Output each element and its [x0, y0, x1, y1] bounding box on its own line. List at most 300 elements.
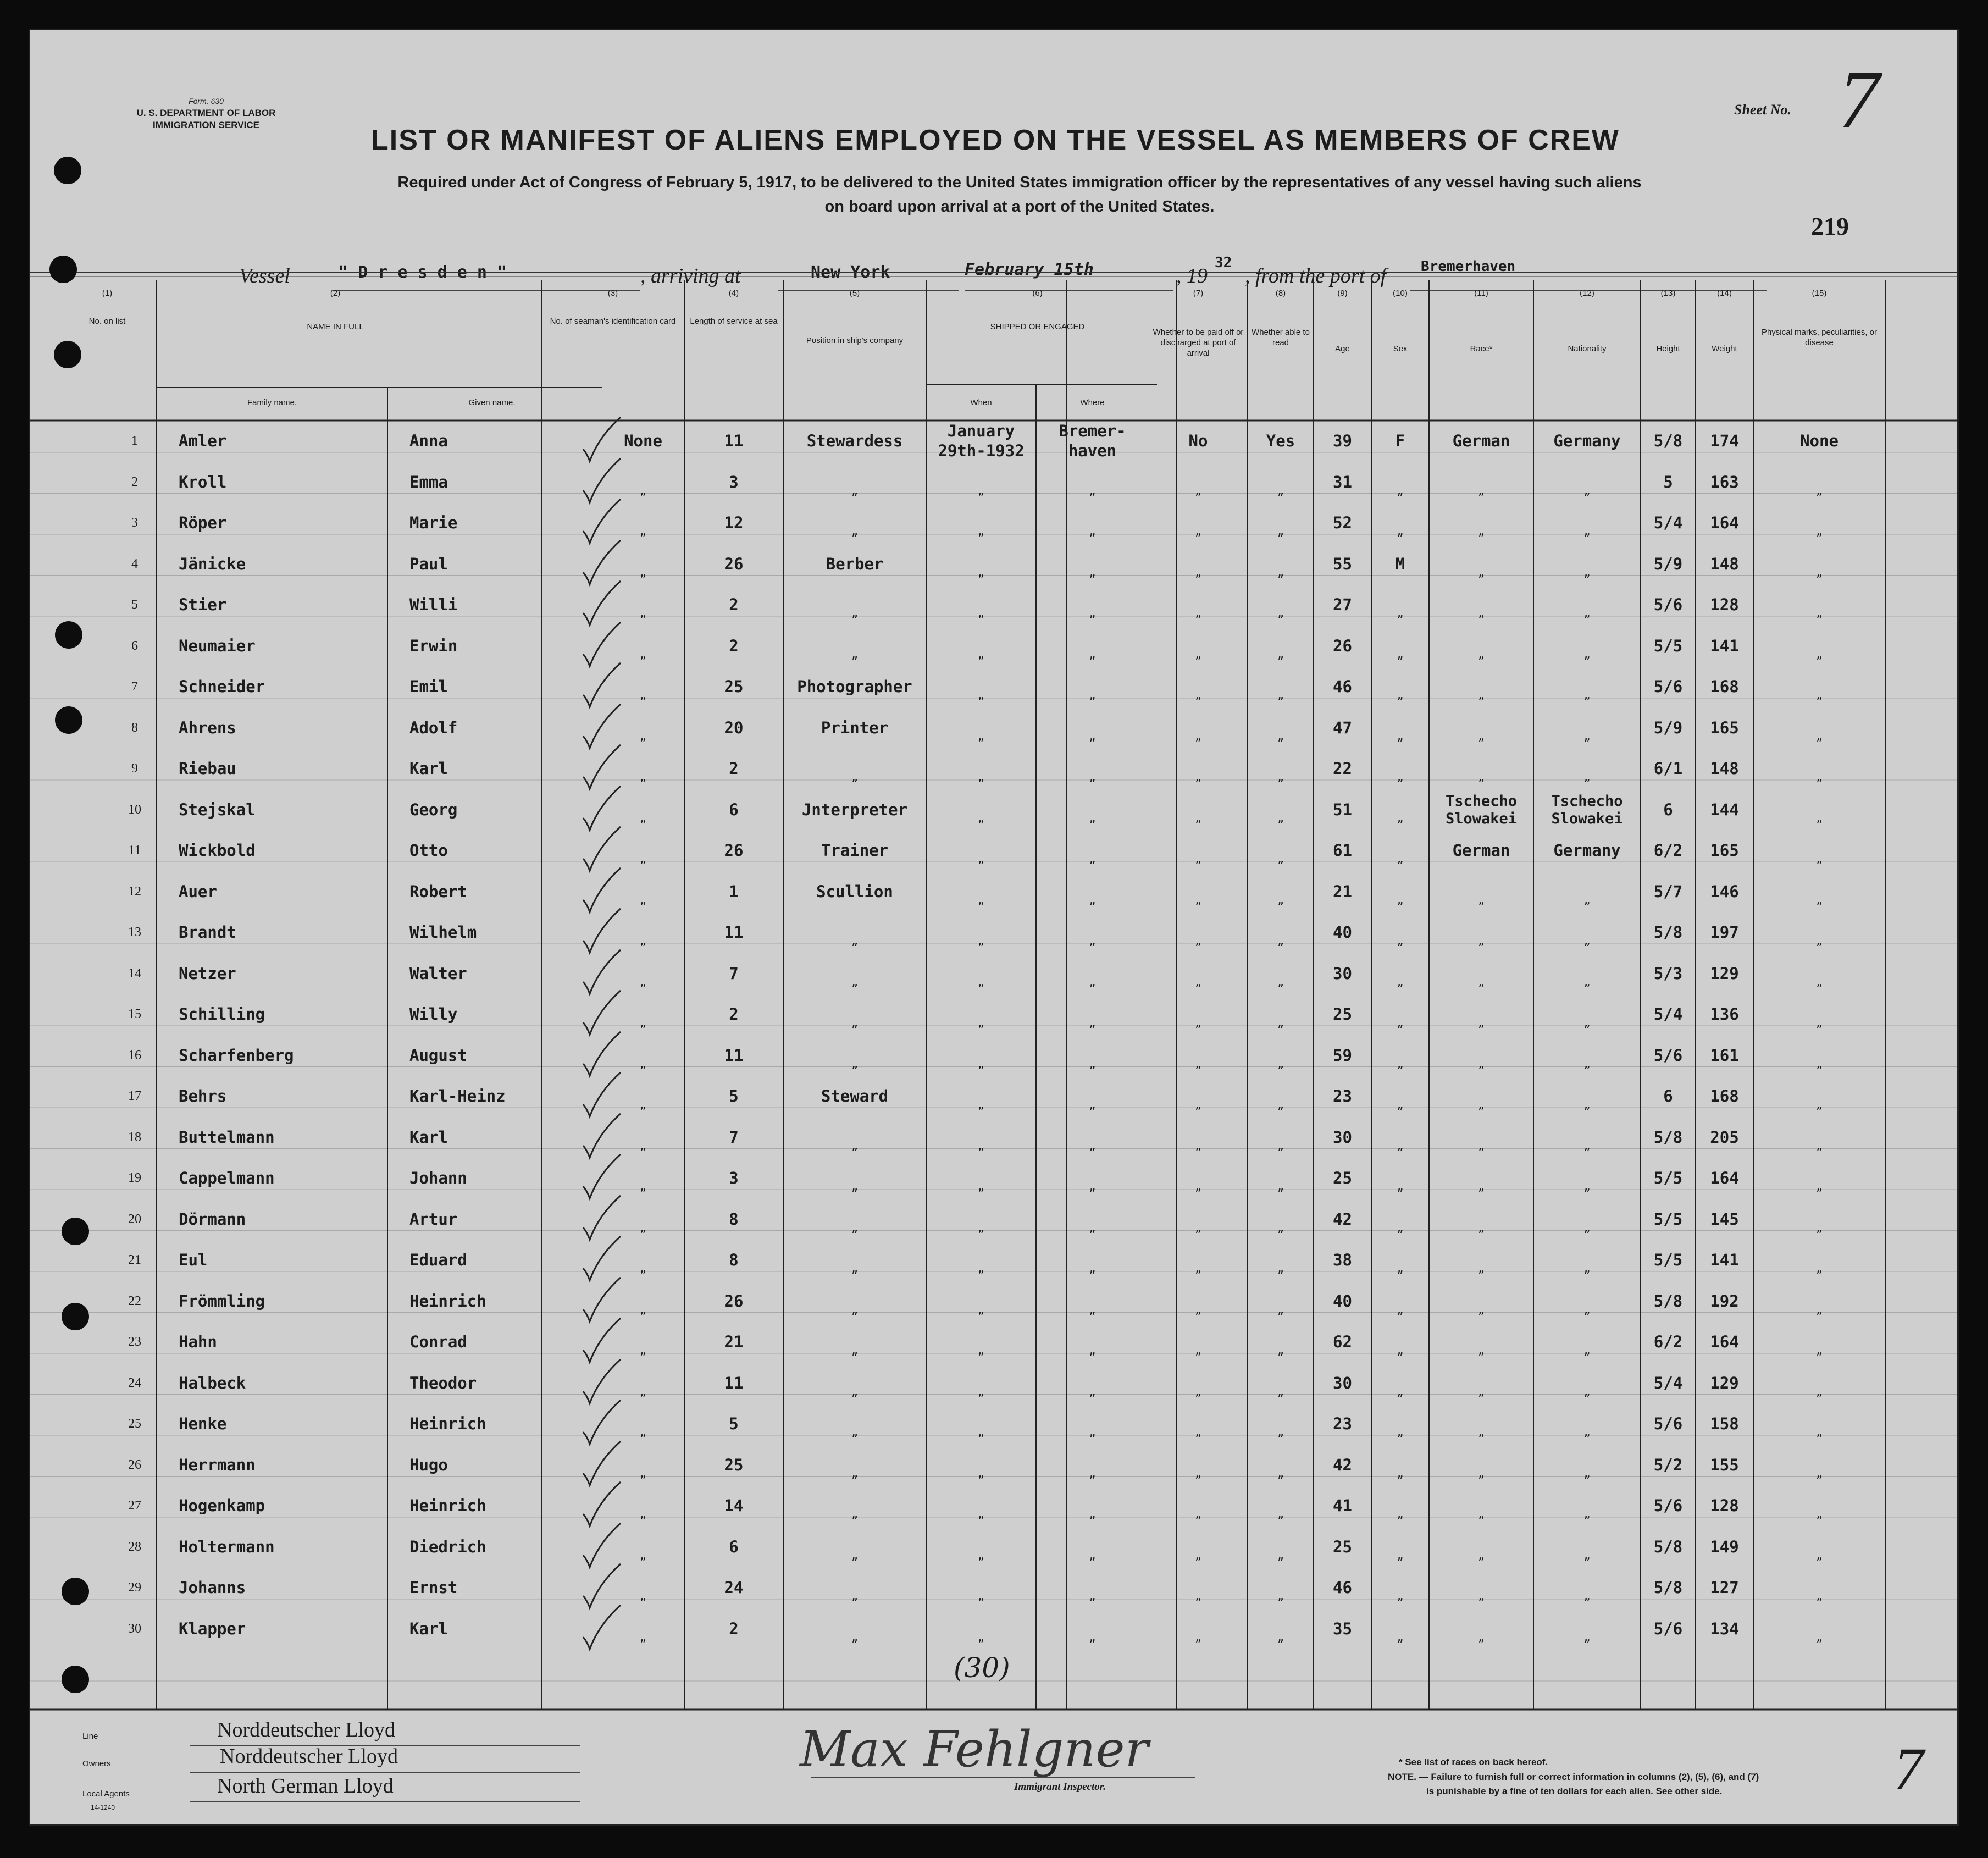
- ditto-mark: „: [1397, 893, 1404, 906]
- family-name: Brandt: [179, 923, 236, 942]
- weight: 149: [1710, 1537, 1739, 1556]
- punch-hole: [54, 341, 81, 368]
- height: 5/9: [1653, 718, 1683, 737]
- age: 55: [1333, 554, 1352, 573]
- service-length: 14: [724, 1496, 744, 1515]
- family-name: Hogenkamp: [179, 1496, 265, 1515]
- age: 23: [1333, 1087, 1352, 1105]
- list-number: 23: [128, 1335, 141, 1349]
- ditto-mark: „: [1089, 852, 1096, 865]
- height: 5/2: [1653, 1455, 1683, 1474]
- ditto-mark: „: [639, 1098, 647, 1111]
- service-length: 3: [729, 1169, 739, 1187]
- family-name: Henke: [179, 1414, 227, 1433]
- ditto-mark: „: [1815, 1057, 1823, 1070]
- given-name: August: [409, 1046, 467, 1065]
- ditto-mark: „: [977, 1302, 985, 1316]
- ditto-mark: „: [1477, 975, 1485, 988]
- line-value: Norddeutscher Lloyd: [217, 1718, 395, 1741]
- where-header: Where: [1080, 398, 1105, 407]
- ditto-mark: „: [1194, 1343, 1202, 1357]
- ditto-mark: „: [851, 1384, 859, 1398]
- ditto-mark: „: [1194, 565, 1202, 579]
- ditto-mark: „: [1194, 1384, 1202, 1398]
- ditto-mark: „: [1277, 1262, 1284, 1275]
- list-number: 26: [128, 1457, 141, 1472]
- ditto-mark: „: [1815, 1425, 1823, 1439]
- height: 6/1: [1653, 759, 1683, 778]
- ditto-mark: „: [1815, 483, 1823, 497]
- age: 30: [1333, 1127, 1352, 1147]
- fine-note-2: is punishable by a fine of ten dollars for each alien. See other side.: [1426, 1786, 1723, 1796]
- when-header: When: [970, 398, 992, 407]
- weight: 141: [1710, 636, 1739, 655]
- ditto-mark: „: [639, 1138, 647, 1152]
- ditto-mark: „: [639, 1180, 647, 1193]
- race: German: [1452, 432, 1510, 450]
- page-code: 219: [1811, 212, 1849, 240]
- ditto-mark: „: [1815, 1343, 1823, 1357]
- ditto-mark: „: [1194, 975, 1202, 988]
- ditto-mark: „: [977, 524, 985, 538]
- inspector-signature: Max Fehlgner: [800, 1721, 1149, 1778]
- weight: 164: [1710, 513, 1739, 532]
- ditto-mark: „: [1089, 483, 1096, 497]
- ditto-mark: „: [1397, 1098, 1404, 1111]
- weight: 136: [1710, 1005, 1739, 1024]
- ditto-mark: „: [1397, 1425, 1404, 1439]
- service-length: 8: [729, 1251, 739, 1269]
- ditto-mark: „: [851, 1057, 859, 1070]
- id-card: None: [624, 432, 662, 450]
- ditto-mark: „: [1089, 1630, 1096, 1644]
- arriving-label: , arriving at: [640, 264, 741, 287]
- column-number-c9: (9): [1337, 289, 1348, 298]
- column-number-c2: (2): [330, 289, 341, 298]
- given-name: Paul: [409, 554, 448, 573]
- ditto-mark: „: [851, 1302, 859, 1316]
- column-number-c10: (10): [1393, 289, 1408, 298]
- ditto-mark: „: [1089, 688, 1096, 701]
- ditto-mark: „: [851, 1180, 859, 1193]
- list-number: 27: [128, 1498, 141, 1513]
- ditto-mark: „: [1477, 1425, 1485, 1439]
- ditto-mark: „: [1583, 770, 1591, 783]
- ditto-mark: „: [1089, 770, 1096, 783]
- family-name: Amler: [179, 432, 227, 450]
- given-name: Hugo: [409, 1455, 448, 1474]
- ditto-mark: „: [1089, 1466, 1096, 1480]
- ditto-mark: „: [1583, 934, 1591, 947]
- ditto-mark: „: [1477, 1548, 1485, 1562]
- given-name: Heinrich: [409, 1291, 486, 1310]
- age: 46: [1333, 677, 1352, 696]
- given-name: Eduard: [409, 1251, 467, 1269]
- ditto-mark: „: [1089, 1589, 1096, 1602]
- given-name: Willi: [409, 595, 458, 614]
- family-name: Röper: [179, 513, 227, 532]
- list-number: 4: [131, 556, 138, 571]
- list-number: 13: [128, 925, 141, 939]
- ditto-mark: „: [1277, 975, 1284, 988]
- given-name: Karl: [409, 1619, 448, 1638]
- ditto-mark: „: [1397, 1466, 1404, 1480]
- column-label-c10: Sex: [1393, 344, 1408, 353]
- able-to-read: Yes: [1266, 432, 1295, 450]
- service-length: 8: [729, 1209, 739, 1229]
- column-number-c1: (1): [102, 289, 113, 298]
- ditto-mark: „: [977, 606, 985, 620]
- ditto-mark: „: [1477, 606, 1485, 620]
- check-mark-icon: [580, 1603, 624, 1652]
- ditto-mark: „: [851, 483, 859, 497]
- ditto-mark: „: [1583, 729, 1591, 743]
- ditto-mark: „: [977, 1262, 985, 1275]
- column-label-c2: NAME IN FULL: [307, 322, 364, 331]
- list-number: 1: [131, 434, 138, 448]
- ship-position: Printer: [821, 718, 889, 737]
- sheet-number: 7: [1839, 54, 1880, 145]
- height: 5/9: [1653, 554, 1683, 573]
- ditto-mark: „: [1397, 1589, 1404, 1602]
- ditto-mark: „: [1397, 1548, 1404, 1562]
- weight: 155: [1710, 1455, 1739, 1474]
- family-name: Wickbold: [179, 841, 256, 860]
- line-label: Line: [82, 1732, 98, 1741]
- ditto-mark: „: [1089, 1425, 1096, 1439]
- height: 5/6: [1653, 1046, 1683, 1065]
- ditto-mark: „: [1277, 1630, 1284, 1644]
- ditto-mark: „: [1397, 606, 1404, 620]
- vessel-label: Vessel: [239, 264, 290, 287]
- punch-hole: [55, 621, 82, 649]
- service-length: 26: [724, 1291, 744, 1310]
- ditto-mark: „: [1089, 524, 1096, 538]
- ditto-mark: „: [639, 1384, 647, 1398]
- weight: 205: [1710, 1127, 1739, 1147]
- ditto-mark: „: [1583, 483, 1591, 497]
- ditto-mark: „: [1277, 1098, 1284, 1111]
- ditto-mark: „: [1477, 483, 1485, 497]
- family-name: Johanns: [179, 1578, 246, 1597]
- ditto-mark: „: [851, 647, 859, 661]
- family-name: Jänicke: [179, 554, 246, 573]
- ditto-mark: „: [1194, 934, 1202, 947]
- sex: F: [1395, 432, 1405, 450]
- service-length: 26: [724, 554, 744, 573]
- ditto-mark: „: [1194, 1057, 1202, 1070]
- ditto-mark: „: [1397, 811, 1404, 825]
- ditto-mark: „: [1583, 1343, 1591, 1357]
- height: 5/6: [1653, 595, 1683, 614]
- ditto-mark: „: [1815, 1262, 1823, 1275]
- given-name: Karl: [409, 1127, 448, 1147]
- ditto-mark: „: [977, 893, 985, 906]
- list-number: 19: [128, 1171, 141, 1185]
- year-prefix: , 19: [1176, 264, 1208, 287]
- ditto-mark: „: [639, 770, 647, 783]
- service-length: 2: [729, 1005, 739, 1024]
- age: 21: [1333, 882, 1352, 901]
- ditto-mark: „: [1477, 1630, 1485, 1644]
- list-number: 22: [128, 1293, 141, 1308]
- age: 25: [1333, 1005, 1352, 1024]
- height: 5/5: [1653, 1209, 1683, 1229]
- given-name: Marie: [409, 513, 458, 532]
- age: 26: [1333, 636, 1352, 655]
- list-number: 11: [128, 843, 141, 858]
- sex: M: [1395, 554, 1405, 573]
- ditto-mark: „: [639, 1016, 647, 1029]
- ditto-mark: „: [977, 688, 985, 701]
- list-number: 10: [128, 802, 141, 817]
- height: 5/7: [1653, 882, 1683, 901]
- ditto-mark: „: [1277, 934, 1284, 947]
- given-name: Anna: [409, 432, 448, 450]
- column-label-c11: Race*: [1470, 344, 1493, 353]
- page-mark: 7: [1893, 1735, 1924, 1802]
- year-suffix: 32: [1215, 255, 1232, 271]
- ditto-mark: „: [977, 975, 985, 988]
- service-length: 11: [724, 923, 744, 942]
- height: 6/2: [1653, 1332, 1683, 1351]
- height: 5/3: [1653, 964, 1683, 983]
- list-number: 29: [128, 1580, 141, 1595]
- height: 5/8: [1653, 1578, 1683, 1597]
- column-number-c12: (12): [1580, 289, 1594, 298]
- ditto-mark: „: [1277, 1548, 1284, 1562]
- ditto-mark: „: [1277, 1138, 1284, 1152]
- column-label-c6: SHIPPED OR ENGAGED: [990, 322, 1085, 331]
- ditto-mark: „: [1194, 811, 1202, 825]
- age: 42: [1333, 1455, 1352, 1474]
- ditto-mark: „: [1477, 647, 1485, 661]
- ditto-mark: „: [1477, 1057, 1485, 1070]
- service-length: 25: [724, 1455, 744, 1474]
- ditto-mark: „: [1277, 688, 1284, 701]
- column-number-c13: (13): [1660, 289, 1676, 298]
- weight: 144: [1710, 800, 1739, 819]
- shipped-where: Bremer-: [1059, 422, 1126, 440]
- ditto-mark: „: [851, 1507, 859, 1520]
- ditto-mark: „: [639, 1057, 647, 1070]
- ditto-mark: „: [851, 1343, 859, 1357]
- service-length: 12: [724, 513, 744, 532]
- column-label-c3: No. of seaman's identification card: [550, 317, 676, 326]
- ditto-mark: „: [1815, 1016, 1823, 1029]
- ditto-mark: „: [1583, 565, 1591, 579]
- weight: 165: [1710, 718, 1739, 737]
- ditto-mark: „: [1089, 1302, 1096, 1316]
- ditto-mark: „: [1583, 1138, 1591, 1152]
- ditto-mark: „: [851, 606, 859, 620]
- ditto-mark: „: [1583, 1262, 1591, 1275]
- ditto-mark: „: [1477, 1466, 1485, 1480]
- family-name: Hahn: [179, 1332, 217, 1351]
- ditto-mark: „: [1089, 1384, 1096, 1398]
- given-name: Emil: [409, 677, 448, 696]
- weight: 158: [1710, 1414, 1739, 1433]
- given-name: Conrad: [409, 1332, 467, 1351]
- service-name: IMMIGRATION SERVICE: [153, 120, 259, 130]
- ditto-mark: „: [1477, 1138, 1485, 1152]
- ditto-mark: „: [1277, 770, 1284, 783]
- list-number: 3: [131, 516, 138, 530]
- ditto-mark: „: [851, 1425, 859, 1439]
- ditto-mark: „: [1815, 1138, 1823, 1152]
- weight: 134: [1710, 1619, 1739, 1638]
- age: 25: [1333, 1169, 1352, 1187]
- age: 25: [1333, 1537, 1352, 1556]
- ditto-mark: „: [1194, 1507, 1202, 1520]
- ditto-mark: „: [1194, 483, 1202, 497]
- family-name: Dörmann: [179, 1209, 246, 1229]
- column-label-c15: Physical marks, peculiarities, or disease: [1761, 328, 1878, 347]
- ditto-mark: „: [639, 606, 647, 620]
- ditto-mark: „: [1815, 1384, 1823, 1398]
- given-name: Theodor: [409, 1373, 477, 1392]
- age: 52: [1333, 513, 1352, 532]
- ditto-mark: „: [977, 1016, 985, 1029]
- ditto-mark: „: [1194, 770, 1202, 783]
- ditto-mark: „: [1397, 1057, 1404, 1070]
- given-name: Erwin: [409, 636, 458, 655]
- ditto-mark: „: [1815, 688, 1823, 701]
- column-label-c5: Position in ship's company: [806, 336, 904, 345]
- ditto-mark: „: [1583, 1384, 1591, 1398]
- ditto-mark: „: [977, 1630, 985, 1644]
- ditto-mark: „: [977, 483, 985, 497]
- ditto-mark: „: [1583, 1016, 1591, 1029]
- ditto-mark: „: [639, 565, 647, 579]
- ditto-mark: „: [1397, 1180, 1404, 1193]
- punch-hole: [54, 157, 81, 184]
- punch-hole: [49, 256, 77, 283]
- given-name: Adolf: [409, 718, 458, 737]
- ditto-mark: „: [1194, 1138, 1202, 1152]
- ditto-mark: „: [1477, 1302, 1485, 1316]
- given-name: Karl: [409, 759, 448, 778]
- ditto-mark: „: [639, 1302, 647, 1316]
- ditto-mark: „: [977, 565, 985, 579]
- given-name-header: Given name.: [468, 398, 516, 407]
- given-name: Karl-Heinz: [409, 1087, 506, 1105]
- column-number-c11: (11): [1474, 289, 1488, 298]
- height: 5/5: [1653, 1251, 1683, 1269]
- weight: 128: [1710, 1496, 1739, 1515]
- owners-label: Owners: [82, 1759, 111, 1768]
- ditto-mark: „: [1194, 1548, 1202, 1562]
- ditto-mark: „: [639, 688, 647, 701]
- ditto-mark: „: [1477, 893, 1485, 906]
- ditto-mark: „: [1815, 1548, 1823, 1562]
- service-length: 2: [729, 595, 739, 614]
- ditto-mark: „: [977, 934, 985, 947]
- column-number-c7: (7): [1193, 289, 1204, 298]
- punch-hole: [55, 706, 82, 734]
- ditto-mark: „: [1815, 729, 1823, 743]
- ditto-mark: „: [1194, 1302, 1202, 1316]
- ditto-mark: „: [1477, 1384, 1485, 1398]
- fine-note-1: NOTE. — Failure to furnish full or correct information in columns (2), (5), (6), and (7): [1388, 1772, 1759, 1782]
- ditto-mark: „: [1397, 852, 1404, 865]
- column-number-c14: (14): [1717, 289, 1732, 298]
- age: 62: [1333, 1332, 1352, 1351]
- family-name: Behrs: [179, 1087, 227, 1105]
- given-name: Artur: [409, 1209, 458, 1229]
- age: 59: [1333, 1046, 1352, 1065]
- ditto-mark: „: [1583, 1425, 1591, 1439]
- list-number: 21: [128, 1253, 141, 1267]
- ditto-mark: „: [639, 1589, 647, 1602]
- ditto-mark: „: [1477, 934, 1485, 947]
- column-number-c5: (5): [849, 289, 860, 298]
- ditto-mark: „: [977, 647, 985, 661]
- ditto-mark: „: [1815, 565, 1823, 579]
- age: 30: [1333, 964, 1352, 983]
- ditto-mark: „: [977, 1343, 985, 1357]
- weight: 192: [1710, 1291, 1739, 1310]
- weight: 168: [1710, 1087, 1739, 1105]
- weight: 164: [1710, 1332, 1739, 1351]
- given-name: Wilhelm: [409, 923, 477, 942]
- ditto-mark: „: [851, 1220, 859, 1234]
- list-number: 5: [131, 598, 138, 612]
- height: 5/8: [1653, 432, 1683, 450]
- service-length: 2: [729, 759, 739, 778]
- service-length: 6: [729, 1537, 739, 1556]
- height: 5/4: [1653, 513, 1683, 532]
- family-name: Eul: [179, 1251, 208, 1269]
- ditto-mark: „: [1583, 1220, 1591, 1234]
- ditto-mark: „: [1815, 1098, 1823, 1111]
- weight: 146: [1710, 882, 1739, 901]
- ditto-mark: „: [1815, 893, 1823, 906]
- ditto-mark: „: [1583, 1098, 1591, 1111]
- print-code: 14-1240: [91, 1804, 115, 1811]
- ditto-mark: „: [1277, 1425, 1284, 1439]
- list-number: 15: [128, 1007, 141, 1021]
- ship-position: Scullion: [816, 882, 893, 901]
- family-name: Ahrens: [179, 718, 236, 737]
- ditto-mark: „: [1583, 606, 1591, 620]
- height: 6: [1663, 800, 1673, 819]
- family-name: Stejskal: [179, 800, 256, 819]
- ditto-mark: „: [1277, 1016, 1284, 1029]
- ditto-mark: „: [639, 1425, 647, 1439]
- ditto-mark: „: [1194, 606, 1202, 620]
- given-name: Ernst: [409, 1578, 458, 1597]
- ditto-mark: „: [1397, 1016, 1404, 1029]
- ditto-mark: „: [639, 811, 647, 825]
- ditto-mark: „: [1583, 975, 1591, 988]
- races-note: * See list of races on back hereof.: [1399, 1757, 1548, 1767]
- ditto-mark: „: [639, 524, 647, 538]
- age: 38: [1333, 1251, 1352, 1269]
- ditto-mark: „: [1815, 1220, 1823, 1234]
- ship-position: Steward: [821, 1087, 889, 1105]
- ditto-mark: „: [1089, 1057, 1096, 1070]
- height: 5/8: [1653, 1127, 1683, 1147]
- ditto-mark: „: [1089, 729, 1096, 743]
- ditto-mark: „: [977, 1507, 985, 1520]
- ditto-mark: „: [1194, 688, 1202, 701]
- age: 41: [1333, 1496, 1352, 1515]
- ditto-mark: „: [1583, 1466, 1591, 1480]
- column-label-c14: Weight: [1712, 344, 1737, 353]
- ditto-mark: „: [639, 934, 647, 947]
- ditto-mark: „: [1194, 1098, 1202, 1111]
